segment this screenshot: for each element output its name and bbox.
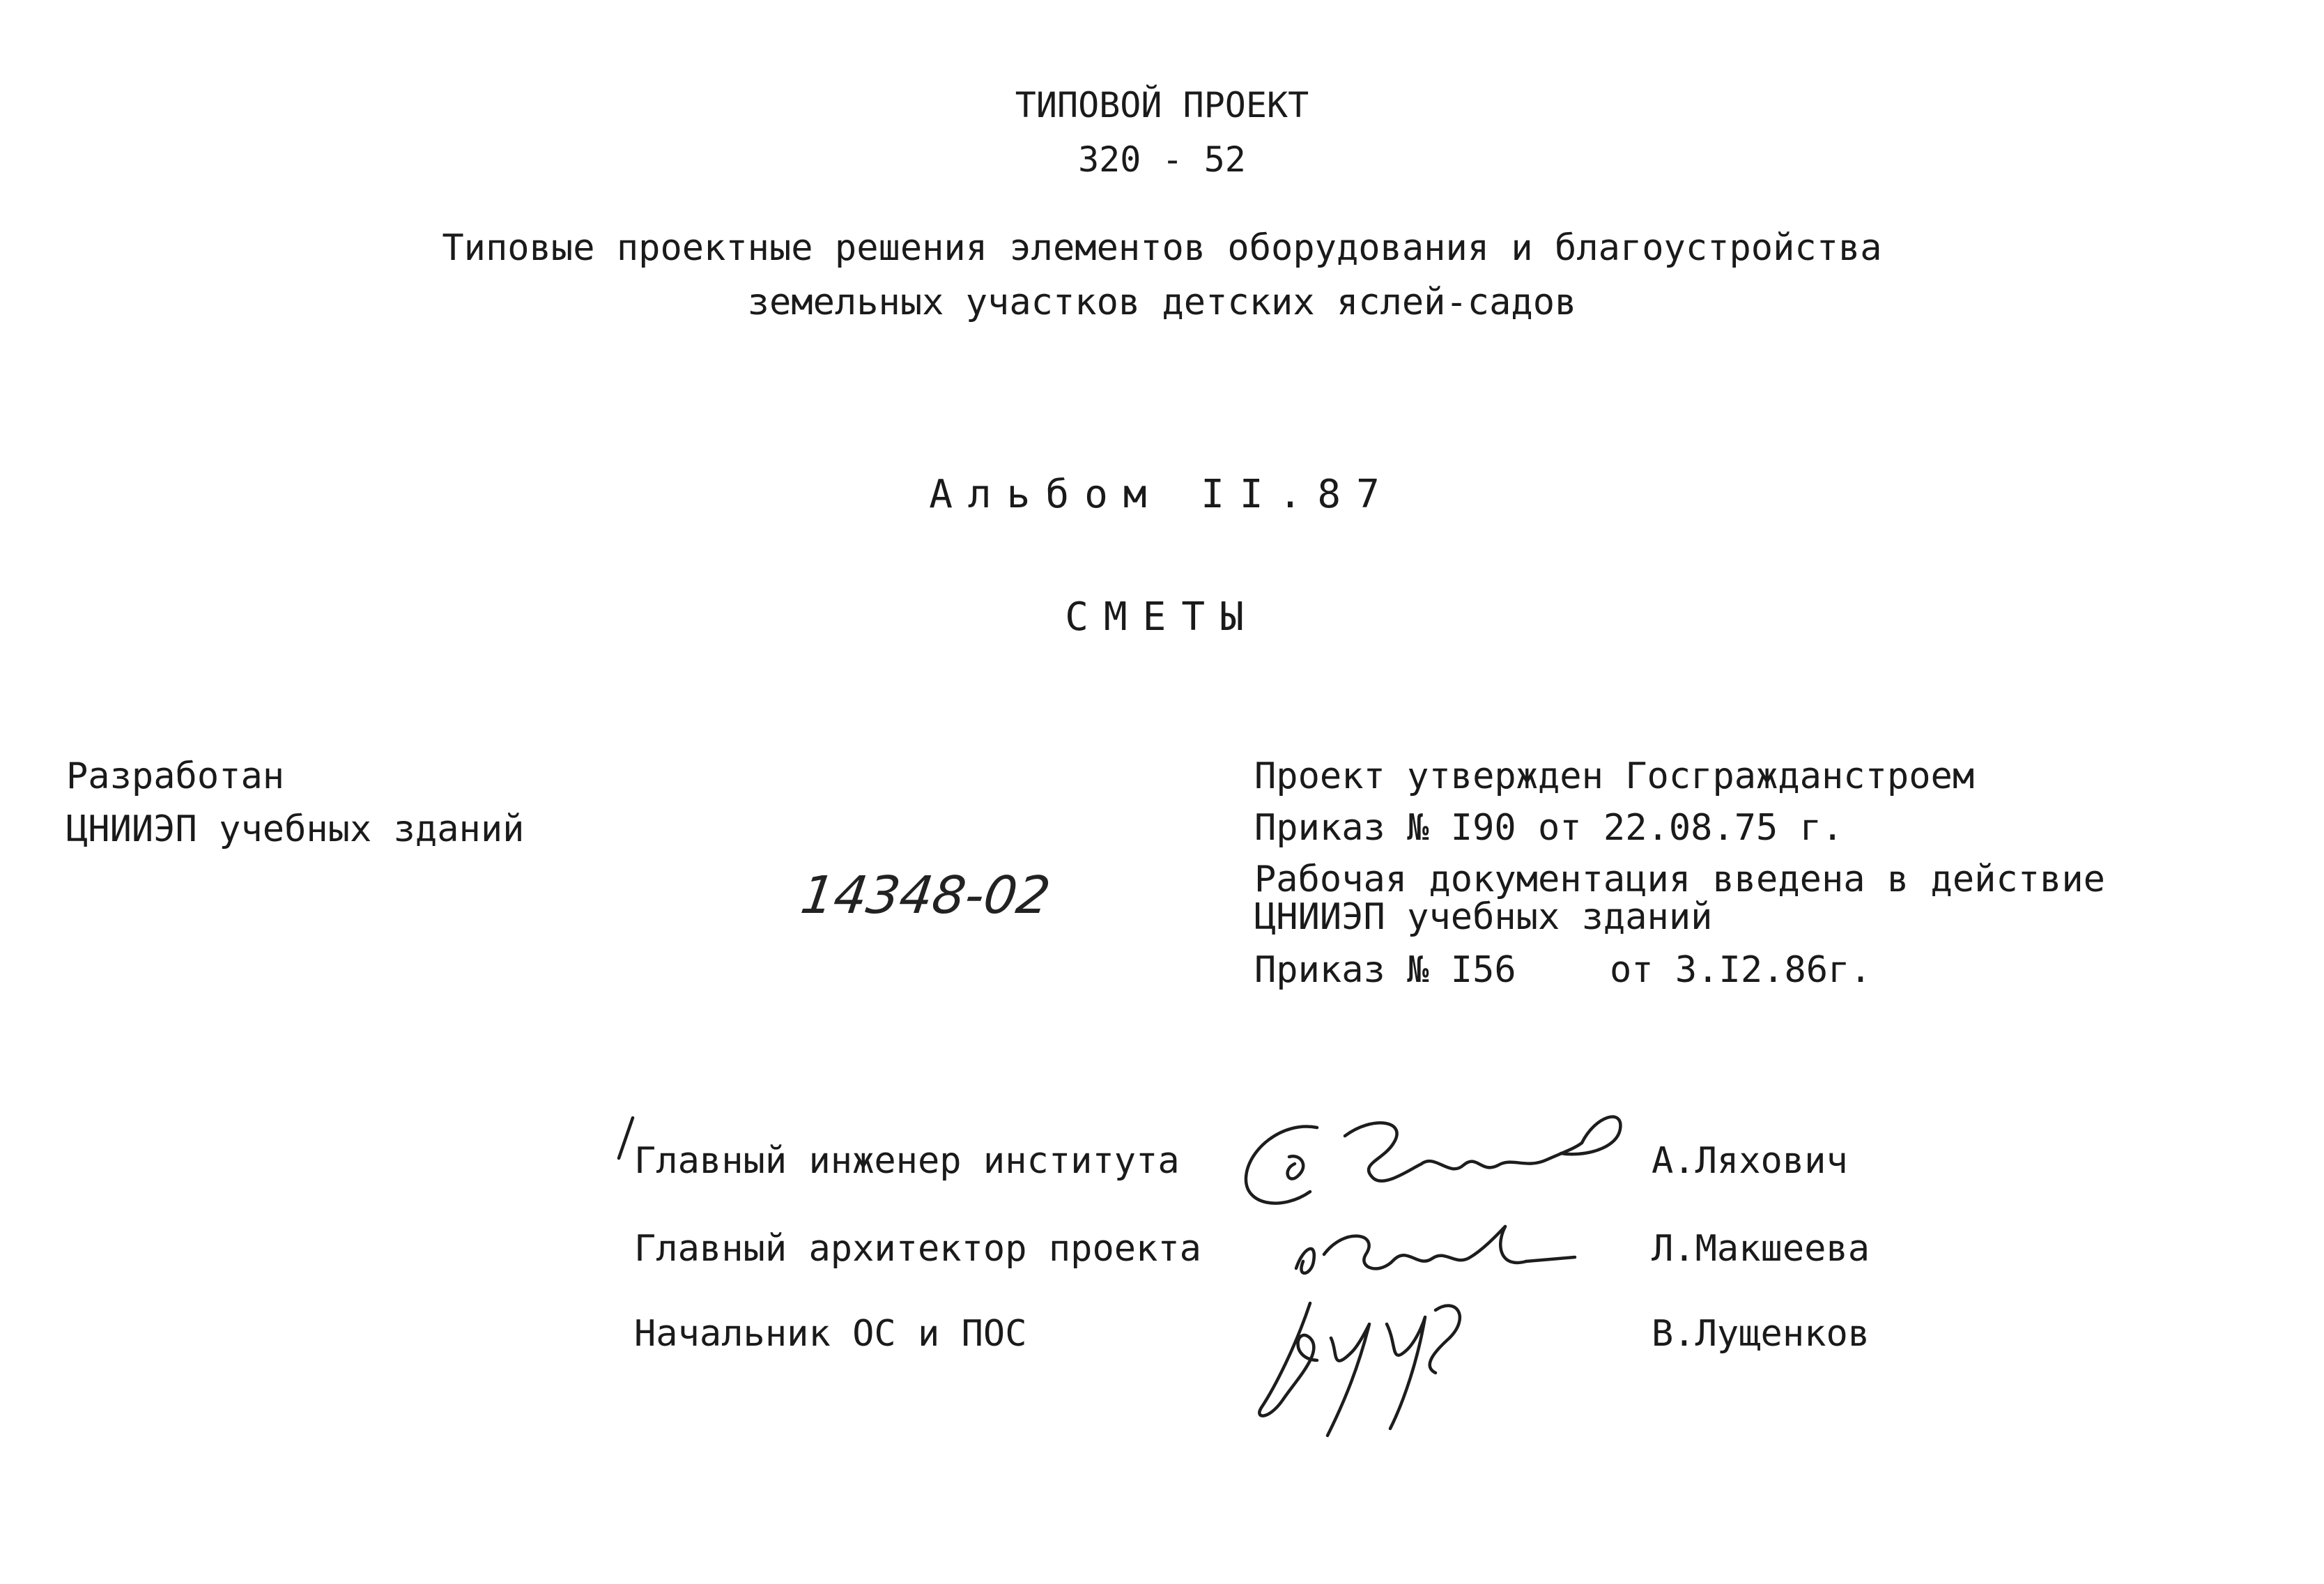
- project-number: 320 - 52: [1078, 139, 1246, 180]
- developed-label: Разработан: [66, 755, 285, 797]
- approval-order-number: Приказ № I56: [1254, 949, 1516, 991]
- signature-1-graphic: [1233, 1087, 1638, 1220]
- approval-line-4: ЦНИИЭП учебных зданий: [1254, 896, 1713, 938]
- signatory-position-1: Главный инженер института: [634, 1140, 1180, 1182]
- album-title: Альбом II.87: [929, 472, 1395, 517]
- signatory-position-2: Главный архитектор проекта: [634, 1228, 1201, 1270]
- signatory-name-1: А.Ляхович: [1652, 1140, 1848, 1182]
- approval-line-2: Приказ № I90 от 22.08.75 г.: [1254, 807, 1844, 849]
- approval-line-1: Проект утвержден Госгражданстроем: [1254, 755, 1975, 797]
- signatory-position-3: Начальник ОС и ПОС: [634, 1313, 1027, 1355]
- tick-mark: [613, 1115, 641, 1171]
- project-subject-line-1: Типовые проектные решения элементов оборудования и благоустройства: [442, 227, 1882, 269]
- inventory-number: 14348-02: [797, 866, 1054, 925]
- section-title: СМЕТЫ: [1065, 594, 1259, 640]
- signatory-name-3: В.Лущенков: [1652, 1313, 1870, 1355]
- project-type-heading: ТИПОВОЙ ПРОЕКТ: [1015, 85, 1309, 125]
- project-subject-line-2: земельных участков детских яслей-садов: [747, 282, 1577, 323]
- developer-organization: ЦНИИЭП учебных зданий: [66, 808, 525, 850]
- signature-3-graphic: [1247, 1282, 1512, 1450]
- approval-order-date: от 3.I2.86г.: [1610, 949, 1872, 991]
- signatory-name-2: Л.Макшеева: [1652, 1228, 1870, 1270]
- approval-line-3: Рабочая документация введена в действие: [1254, 859, 2105, 900]
